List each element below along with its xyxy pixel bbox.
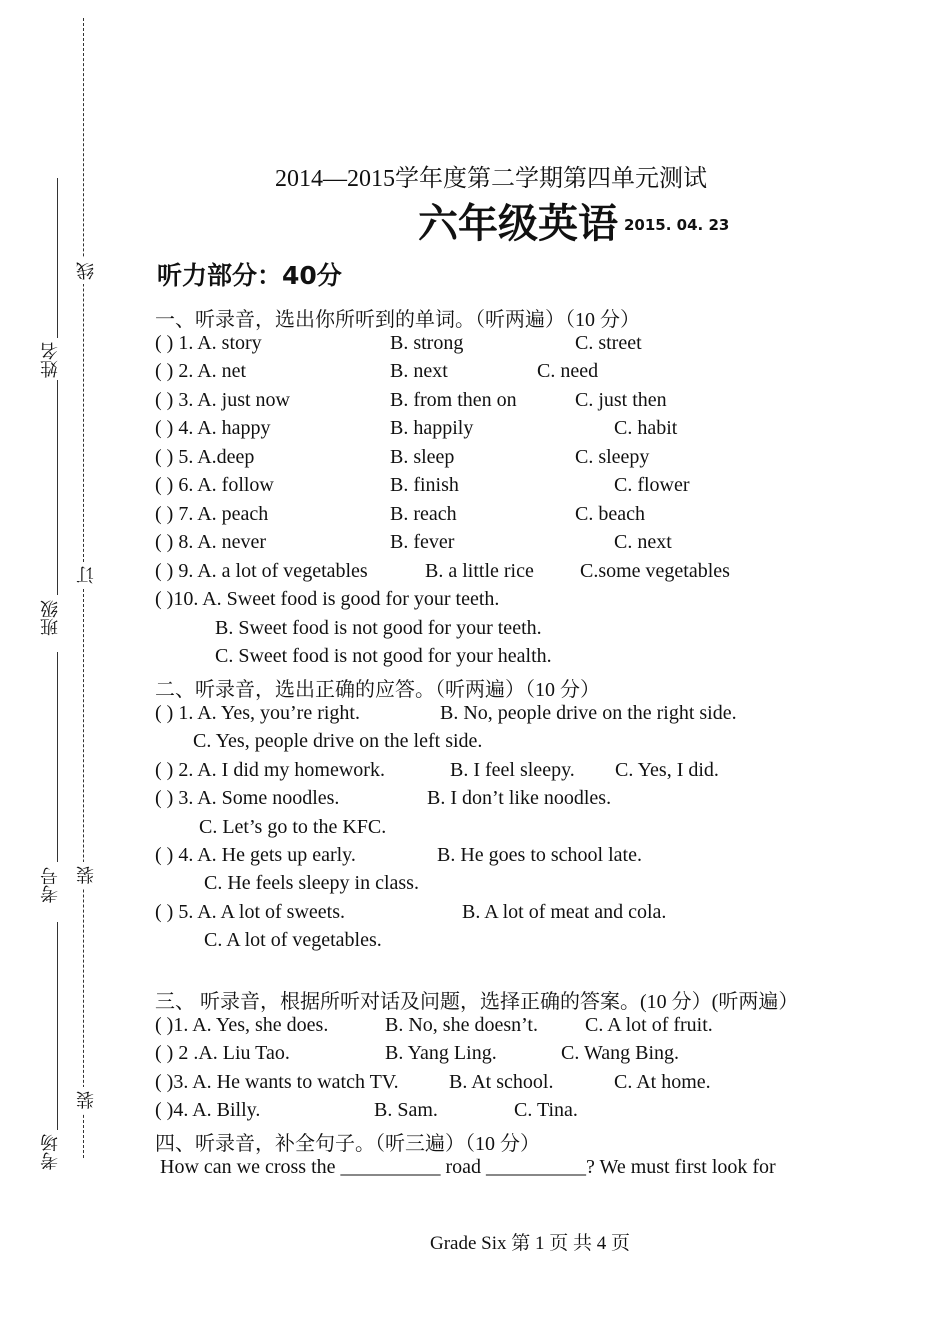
part1-q10-c: C. Sweet food is not good for your health. — [215, 645, 552, 667]
part3-heading: 三、 听录音，根据所听对话及问题，选择正确的答案。(10 分）(听两遍） — [155, 991, 799, 1013]
part3-q2-c: C. Wang Bing. — [561, 1042, 680, 1064]
part2-q1-c: C. Yes, people drive on the left side. — [193, 730, 483, 752]
part1-q2-a: ( ) 2. A. net — [155, 360, 247, 382]
part1-q6-a: ( ) 6. A. follow — [155, 474, 274, 496]
part1-q7-a: ( ) 7. A. peach — [155, 503, 269, 525]
part1-q8-c: C. next — [614, 531, 672, 553]
page-footer: Grade Six 第 1 页 共 4 页 — [430, 1233, 631, 1254]
part1-q6-b: B. finish — [390, 474, 459, 496]
part2-q2-a: ( ) 2. A. I did my homework. — [155, 759, 385, 781]
subject-title: 六年级英语 — [418, 201, 618, 247]
part1-q1-c: C. street — [575, 332, 642, 354]
part1-q9-a: ( ) 9. A. a lot of vegetables — [155, 560, 368, 582]
part1-q10-a: ( )10. A. Sweet food is good for your teeth. — [155, 588, 500, 610]
part1-q7-b: B. reach — [390, 503, 457, 525]
name-label: 姓名 — [37, 338, 63, 382]
part2-q2-c: C. Yes, I did. — [615, 759, 719, 781]
exam-date: 2015. 04. 23 — [624, 216, 730, 234]
part2-q5-c: C. A lot of vegetables. — [204, 929, 382, 951]
part2-q5-a: ( ) 5. A. A lot of sweets. — [155, 901, 345, 923]
part1-q9-b: B. a little rice — [425, 560, 534, 582]
part2-q3-a: ( ) 3. A. Some noodles. — [155, 787, 340, 809]
listening-section-title: 听力部分：40分 — [157, 261, 342, 290]
part2-q1-b: B. No, people drive on the right side. — [440, 702, 737, 724]
exam-room-underline — [57, 922, 58, 1130]
part2-q1-a: ( ) 1. A. Yes, you’re right. — [155, 702, 360, 724]
exam-no-label: 考号 — [37, 863, 63, 907]
part3-q2-a: ( ) 2 .A. Liu Tao. — [155, 1042, 290, 1064]
part1-q8-a: ( ) 8. A. never — [155, 531, 267, 553]
part2-q4-c: C. He feels sleepy in class. — [204, 872, 419, 894]
part2-q4-b: B. He goes to school late. — [437, 844, 642, 866]
exam-title: 2014—2015学年度第二学期第四单元测试 — [275, 166, 707, 192]
part1-q4-c: C. habit — [614, 417, 678, 439]
part1-q3-b: B. from then on — [390, 389, 517, 411]
part1-q1-a: ( ) 1. A. story — [155, 332, 262, 354]
part1-heading: 一、听录音，选出你所听到的单词。（听两遍）（10 分） — [155, 309, 640, 331]
part1-q3-c: C. just then — [575, 389, 667, 411]
part2-heading: 二、听录音，选出正确的应答。（听两遍）（10 分） — [155, 679, 600, 701]
part3-q1-b: B. No, she doesn’t. — [385, 1014, 538, 1036]
part3-q3-b: B. At school. — [449, 1071, 554, 1093]
binding-dashed-line — [83, 18, 84, 1158]
part1-q8-b: B. fever — [390, 531, 455, 553]
part1-q5-b: B. sleep — [390, 446, 455, 468]
part1-q9-c: C.some vegetables — [580, 560, 730, 582]
part4-heading: 四、听录音，补全句子。（听三遍）（10 分） — [155, 1133, 540, 1155]
part3-q1-a: ( )1. A. Yes, she does. — [155, 1014, 329, 1036]
part2-q4-a: ( ) 4. A. He gets up early. — [155, 844, 356, 866]
part3-q4-a: ( )4. A. Billy. — [155, 1099, 261, 1121]
part1-q5-a: ( ) 5. A.deep — [155, 446, 255, 468]
part3-q3-c: C. At home. — [614, 1071, 711, 1093]
part4-sentence: How can we cross the __________ road __________? We must first look for — [160, 1156, 776, 1178]
exam-room-label: 考场 — [37, 1130, 63, 1174]
binding-mark-ding: 订 — [73, 562, 99, 588]
part2-q3-b: B. I don’t like noodles. — [427, 787, 612, 809]
exam-no-underline — [57, 652, 58, 862]
part1-q2-b: B. next — [390, 360, 448, 382]
part1-q7-c: C. beach — [575, 503, 645, 525]
part3-q1-c: C. A lot of fruit. — [585, 1014, 713, 1036]
class-label: 班级 — [37, 596, 63, 640]
class-underline — [57, 380, 58, 595]
binding-mark-zhuang-2: 装 — [73, 1087, 99, 1113]
part1-q10-b: B. Sweet food is not good for your teeth. — [215, 617, 542, 639]
binding-mark-zhuang: 装 — [73, 862, 99, 888]
part1-q4-b: B. happily — [390, 417, 474, 439]
part3-q4-b: B. Sam. — [374, 1099, 438, 1121]
part3-q3-a: ( )3. A. He wants to watch TV. — [155, 1071, 399, 1093]
part3-q2-b: B. Yang Ling. — [385, 1042, 497, 1064]
part2-q5-b: B. A lot of meat and cola. — [462, 901, 667, 923]
part3-q4-c: C. Tina. — [514, 1099, 578, 1121]
part2-q3-c: C. Let’s go to the KFC. — [199, 816, 387, 838]
part1-q4-a: ( ) 4. A. happy — [155, 417, 271, 439]
part2-q2-b: B. I feel sleepy. — [450, 759, 575, 781]
binding-mark-xian: 线 — [73, 258, 99, 284]
part1-q6-c: C. flower — [614, 474, 690, 496]
name-underline — [57, 178, 58, 338]
part1-q5-c: C. sleepy — [575, 446, 650, 468]
part1-q2-c: C. need — [537, 360, 599, 382]
part1-q1-b: B. strong — [390, 332, 464, 354]
part1-q3-a: ( ) 3. A. just now — [155, 389, 290, 411]
